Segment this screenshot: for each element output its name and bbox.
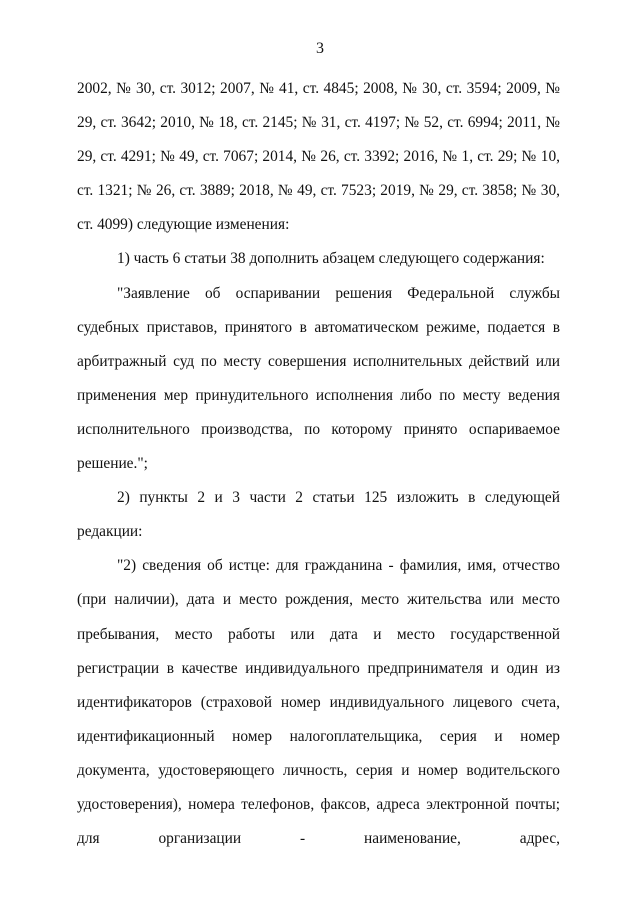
paragraph-legal-references: 2002, № 30, ст. 3012; 2007, № 41, ст. 4845; 2008, № 30, ст. 3594; 2009, № 29, ст. 3642; 2010, № 18, ст. 2145; № 31, ст. 4197; № 52, ст. 6994; 2011, № 29, ст. 4291; № 49, ст. 7067; 2014, № 26, ст. 3392; 2016, № 1, ст. 29; № 10, ст. 1321; № 26, ст. 3889; 2018, № 49, ст. 7523; 2019, № 29, ст. 3858; № 30, ст. 4099) следующие изменения:: [77, 80, 560, 234]
paragraph-quoted-insertion: "Заявление об оспаривании решения Федеральной службы судебных приставов, принятого в автоматическом режиме, подается в арбитражный суд по месту совершения исполнительных действий или применения мер принудительного исполнения либо по месту ведения исполнительного производства, по которому принято оспариваемое решение.";: [77, 284, 560, 473]
page-number: 3: [316, 40, 324, 57]
paragraph-amendment-1: 1) часть 6 статьи 38 дополнить абзацем следующего содержания:: [117, 250, 545, 268]
paragraph-amendment-2: 2) пункты 2 и 3 части 2 статьи 125 изложить в следующей редакции:: [77, 489, 560, 541]
paragraph-plaintiff-details: "2) сведения об истце: для гражданина - фамилия, имя, отчество (при наличии), дата и место рождения, место жительства или место пребывания, место работы или дата и место государственной регистрации в качестве индивидуального предпринимателя и один из идентификаторов (страховой номер индивидуального лицевого счета, идентификационный номер налогоплательщика, серия и номер документа, удостоверяющего личность, серия и номер водительского удостоверения), номера телефонов, факсов, адреса электронной почты; для организации - наименование, адрес,: [77, 557, 560, 848]
document-body: [77, 72, 560, 856]
